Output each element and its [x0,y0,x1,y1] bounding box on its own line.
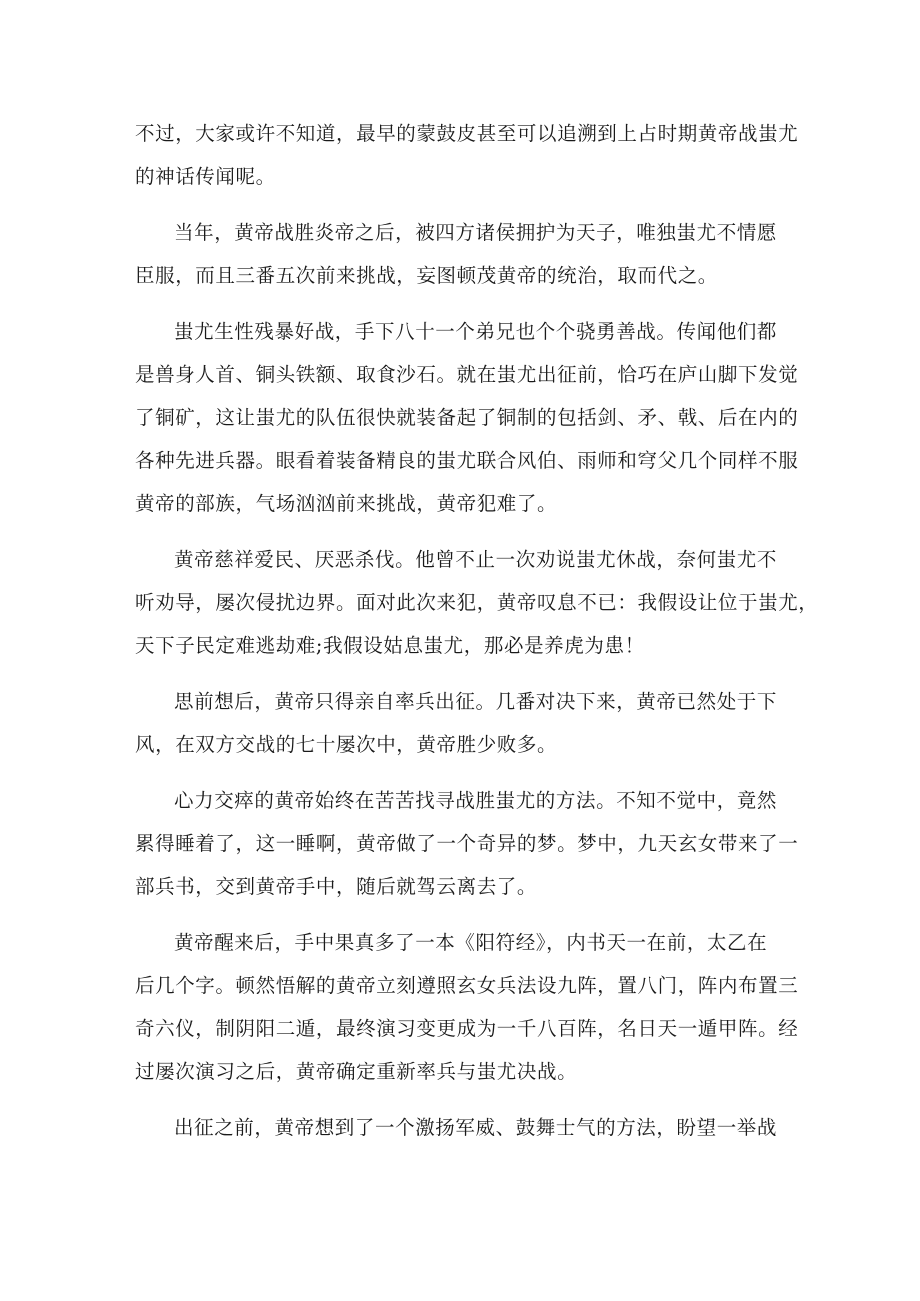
text-line: 出征之前，黄帝想到了一个激扬军威、鼓舞士气的方法，盼望一举战 [174,1116,778,1139]
paragraph-8 [135,1106,795,1149]
text-line: 听劝导，屡次侵扰边界。面对此次来犯，黄帝叹息不已：我假设让位于蚩尤， [135,591,819,614]
text-line: 风，在双方交战的七十屡次中，黄帝胜少败多。 [135,733,558,756]
text-line: 各种先进兵器。眼看着装备精良的蚩尤联合风伯、雨师和穹父几个同样不服 [135,449,799,472]
text-line: 不过，大家或许不知道，最早的蒙鼓皮甚至可以追溯到上占时期黄帝战蚩尤 [135,122,799,145]
text-line: 思前想后，黄帝只得亲自率兵出征。几番对决下来，黄帝已然处于下 [174,690,778,713]
text-line: 的神话传闻呢。 [135,165,276,188]
text-line: 后几个字。顿然悟解的黄帝立刻遵照玄女兵法设九阵，置八门，阵内布置三 [135,974,799,997]
paragraph-6 [135,779,799,908]
paragraph-1 [135,112,799,198]
text-line: 累得睡着了，这一睡啊，黄帝做了一个奇异的梦。梦中，九天玄女带来了一 [135,832,799,855]
paragraph-4 [135,538,819,667]
text-line: 臣服，而且三番五次前来挑战，妄图顿茂黄帝的统治，取而代之。 [135,264,718,287]
text-line: 蚩尤生性残暴好战，手下八十一个弟兄也个个骁勇善战。传闻他们都 [174,320,778,343]
text-line: 了铜矿，这让蚩尤的队伍很快就装备起了铜制的包括剑、矛、戟、后在内的 [135,406,799,429]
text-line: 心力交瘁的黄帝始终在苦苦找寻战胜蚩尤的方法。不知不觉中，竟然 [174,789,778,812]
paragraph-5 [135,680,795,766]
paragraph-3 [135,310,799,525]
text-line: 天下子民定难逃劫难;我假设姑息蚩尤，那必是养虎为患！ [135,634,645,657]
text-line: 是兽身人首、铜头铁额、取食沙石。就在蚩尤出征前，恰巧在庐山脚下发觉 [135,363,799,386]
text-line: 黄帝醒来后，手中果真多了一本《阳符经》，内书天一在前，太乙在 [174,931,768,954]
text-line: 奇六仪，制阴阳二遁，最终演习变更成为一千八百阵，名日天一遁甲阵。经 [135,1017,799,1040]
text-line: 过屡次演习之后，黄帝确定重新率兵与蚩尤决战。 [135,1060,578,1083]
text-line: 黄帝的部族，气场汹汹前来挑战，黄帝犯难了。 [135,492,558,515]
paragraph-7 [135,921,799,1093]
paragraph-2 [135,211,795,297]
text-line: 黄帝慈祥爱民、厌恶杀伐。他曾不止一次劝说蚩尤休战，奈何蚩尤不 [174,548,778,571]
text-line: 部兵书，交到黄帝手中，随后就驾云离去了。 [135,875,538,898]
article-body [135,112,819,1149]
text-line: 当年，黄帝战胜炎帝之后，被四方诸侯拥护为天子，唯独蚩尤不情愿 [174,221,778,244]
